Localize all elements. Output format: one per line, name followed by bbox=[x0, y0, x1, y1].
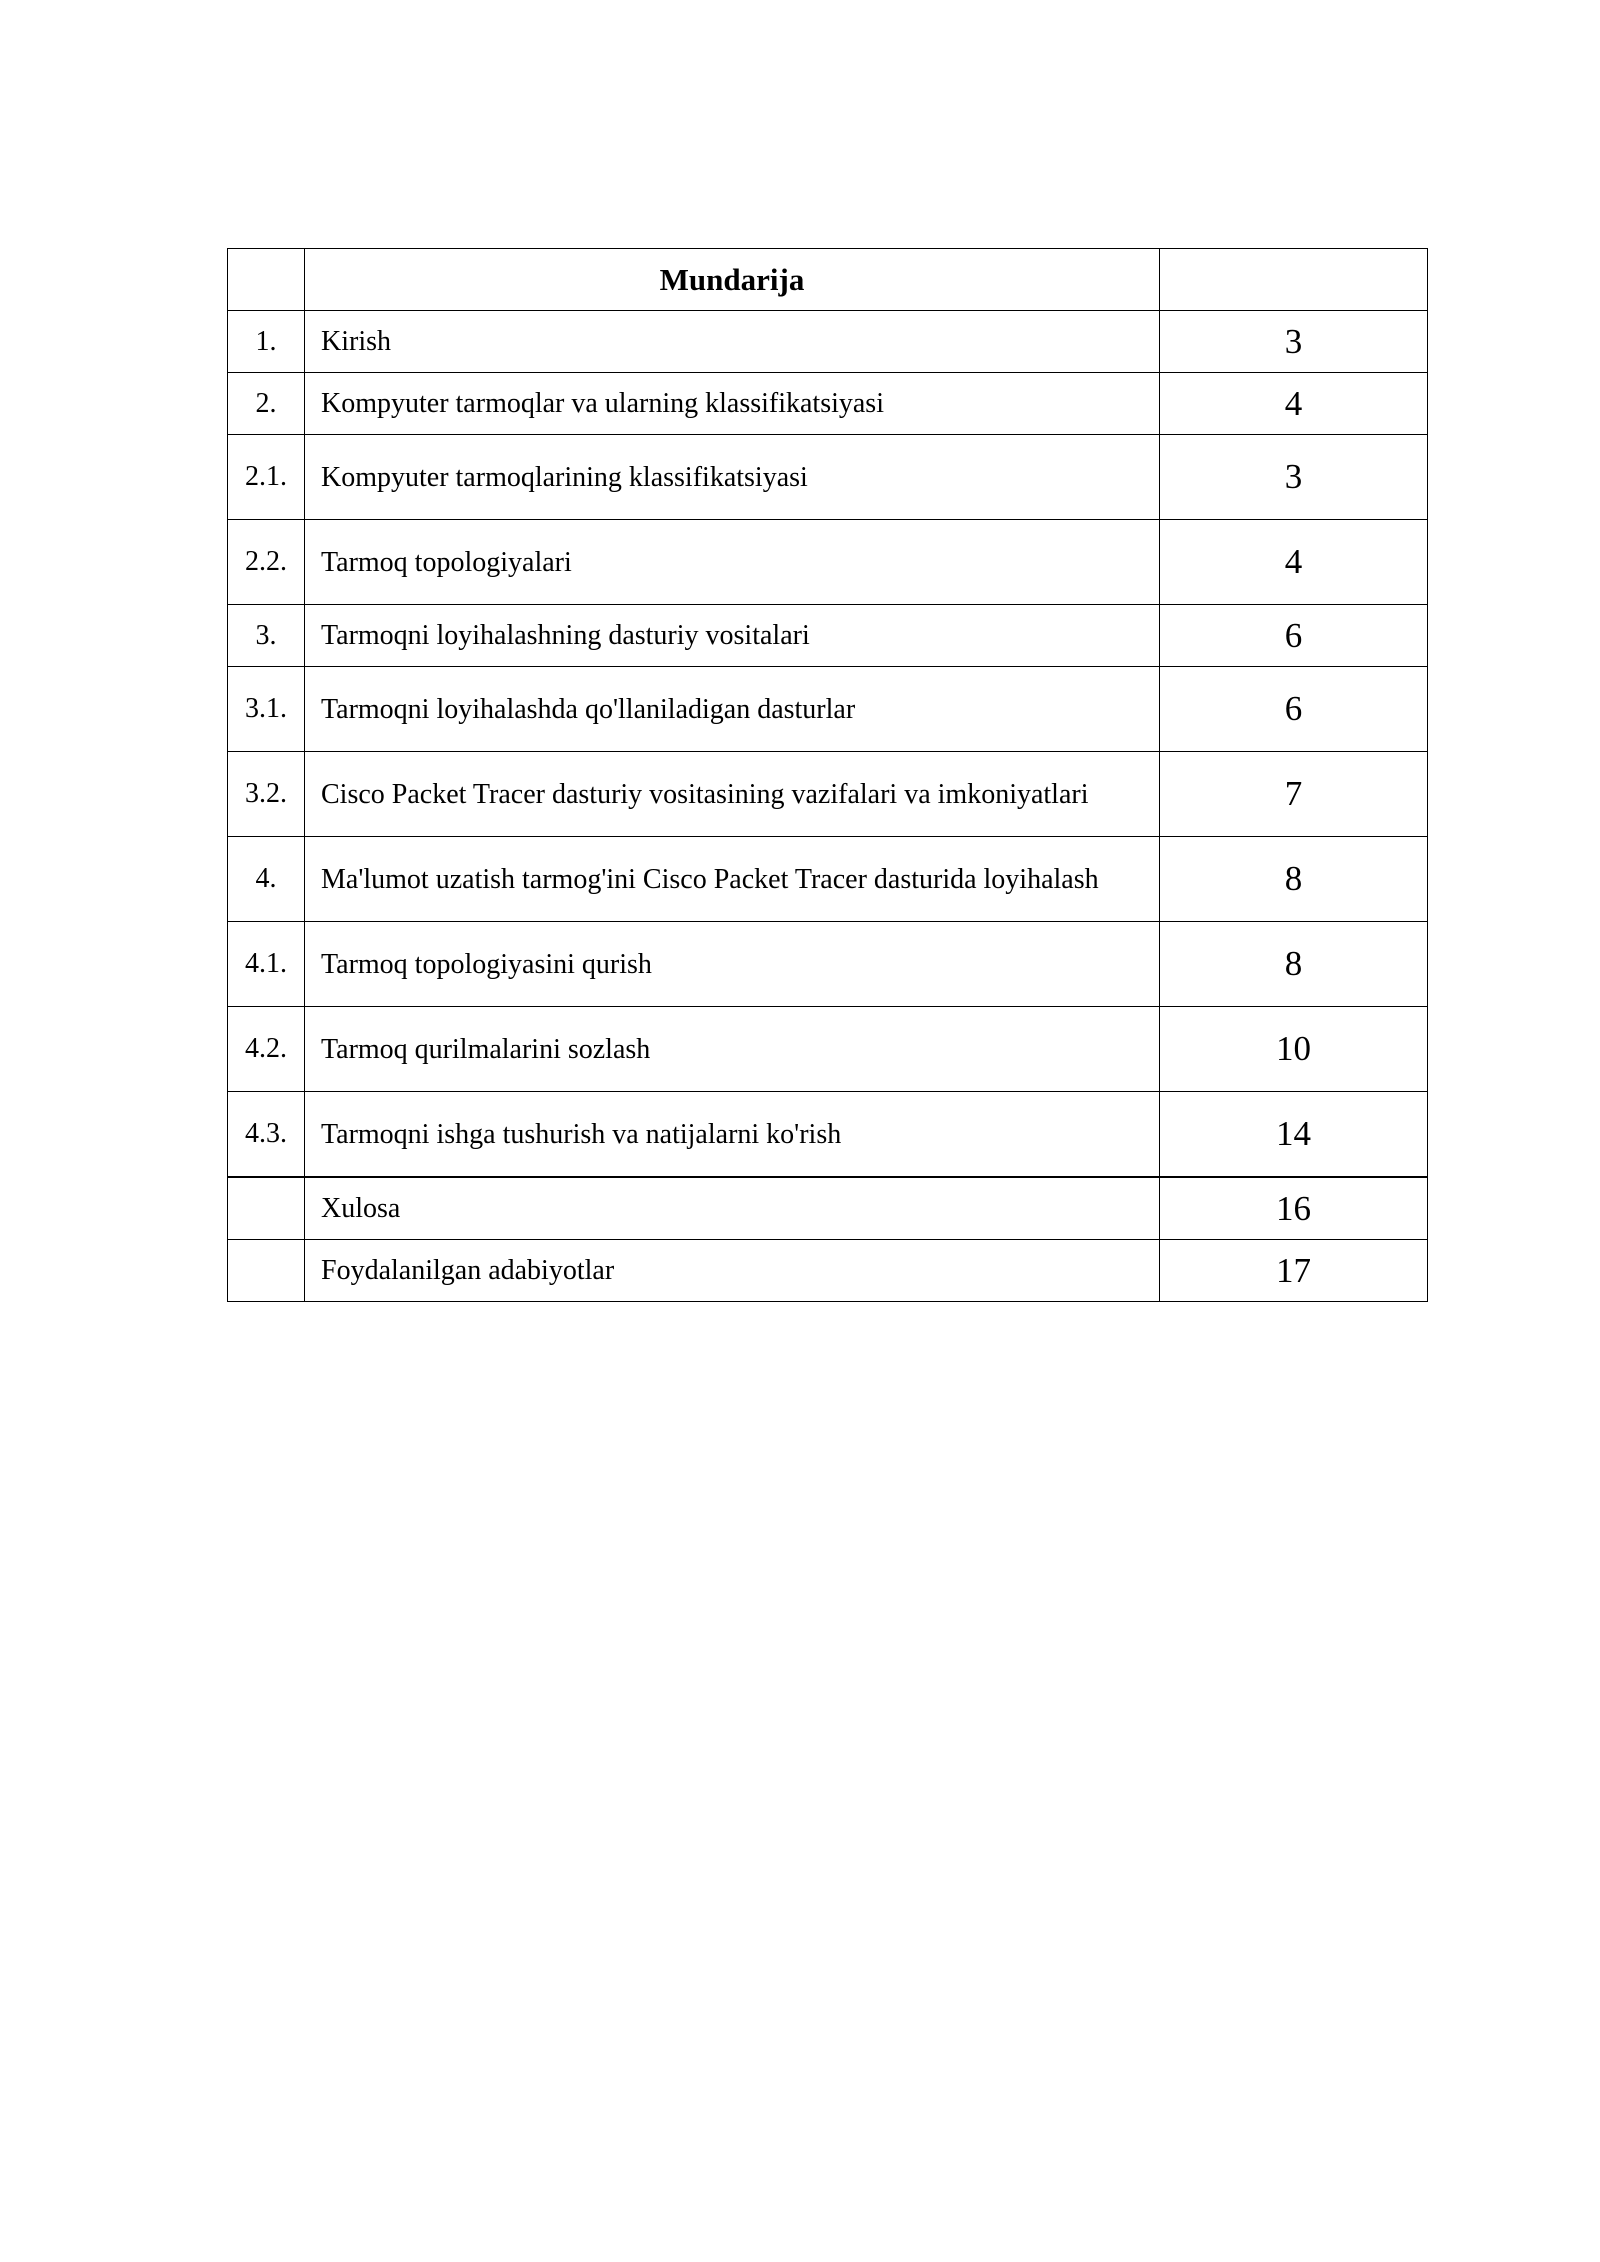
section-title: Tarmoqni loyihalashning dasturiy vositalari bbox=[305, 605, 1160, 667]
page-number: 10 bbox=[1160, 1007, 1428, 1092]
section-title: Tarmoq topologiyasini qurish bbox=[305, 922, 1160, 1007]
toc-header-row bbox=[228, 249, 1428, 311]
page-number: 17 bbox=[1160, 1240, 1428, 1302]
page-number: 3 bbox=[1160, 311, 1428, 373]
header-num-cell bbox=[228, 249, 305, 311]
section-number: 3.1. bbox=[228, 667, 305, 752]
section-number: 1. bbox=[228, 311, 305, 373]
toc-row bbox=[228, 1240, 1428, 1302]
toc-row bbox=[228, 1177, 1428, 1240]
section-number bbox=[228, 1177, 305, 1240]
section-title: Tarmoq qurilmalarini sozlash bbox=[305, 1007, 1160, 1092]
section-number: 3.2. bbox=[228, 752, 305, 837]
page-number: 7 bbox=[1160, 752, 1428, 837]
toc-row bbox=[228, 311, 1428, 373]
toc-row bbox=[228, 752, 1428, 837]
toc-row bbox=[228, 667, 1428, 752]
section-title: Ma'lumot uzatish tarmog'ini Cisco Packet Tracer dasturida loyihalash bbox=[305, 837, 1160, 922]
section-title: Tarmoqni loyihalashda qo'llaniladigan dasturlar bbox=[305, 667, 1160, 752]
section-title: Kompyuter tarmoqlarining klassifikatsiyasi bbox=[305, 435, 1160, 520]
section-title: Kompyuter tarmoqlar va ularning klassifikatsiyasi bbox=[305, 373, 1160, 435]
section-number bbox=[228, 1240, 305, 1302]
page-number: 3 bbox=[1160, 435, 1428, 520]
section-number: 4.2. bbox=[228, 1007, 305, 1092]
section-number: 2.1. bbox=[228, 435, 305, 520]
page-number: 6 bbox=[1160, 605, 1428, 667]
section-title: Foydalanilgan adabiyotlar bbox=[305, 1240, 1160, 1302]
toc-row bbox=[228, 1007, 1428, 1092]
section-title: Kirish bbox=[305, 311, 1160, 373]
toc-row bbox=[228, 520, 1428, 605]
page-number: 8 bbox=[1160, 837, 1428, 922]
section-number: 4. bbox=[228, 837, 305, 922]
section-title: Cisco Packet Tracer dasturiy vositasining vazifalari va imkoniyatlari bbox=[305, 752, 1160, 837]
section-number: 4.3. bbox=[228, 1092, 305, 1178]
toc-row bbox=[228, 605, 1428, 667]
toc-row bbox=[228, 435, 1428, 520]
toc-row bbox=[228, 837, 1428, 922]
toc-row bbox=[228, 1092, 1428, 1178]
section-number: 2.2. bbox=[228, 520, 305, 605]
page-number: 8 bbox=[1160, 922, 1428, 1007]
table-of-contents bbox=[227, 248, 1428, 1302]
page-number: 6 bbox=[1160, 667, 1428, 752]
toc-row bbox=[228, 373, 1428, 435]
toc-row bbox=[228, 922, 1428, 1007]
page-number: 16 bbox=[1160, 1177, 1428, 1240]
section-title: Xulosa bbox=[305, 1177, 1160, 1240]
page-number: 4 bbox=[1160, 373, 1428, 435]
section-number: 4.1. bbox=[228, 922, 305, 1007]
page-number: 14 bbox=[1160, 1092, 1428, 1178]
section-title: Tarmoq topologiyalari bbox=[305, 520, 1160, 605]
toc-heading: Mundarija bbox=[305, 249, 1160, 311]
section-title: Tarmoqni ishga tushurish va natijalarni ko'rish bbox=[305, 1092, 1160, 1178]
page-number: 4 bbox=[1160, 520, 1428, 605]
section-number: 2. bbox=[228, 373, 305, 435]
header-page-cell bbox=[1160, 249, 1428, 311]
section-number: 3. bbox=[228, 605, 305, 667]
